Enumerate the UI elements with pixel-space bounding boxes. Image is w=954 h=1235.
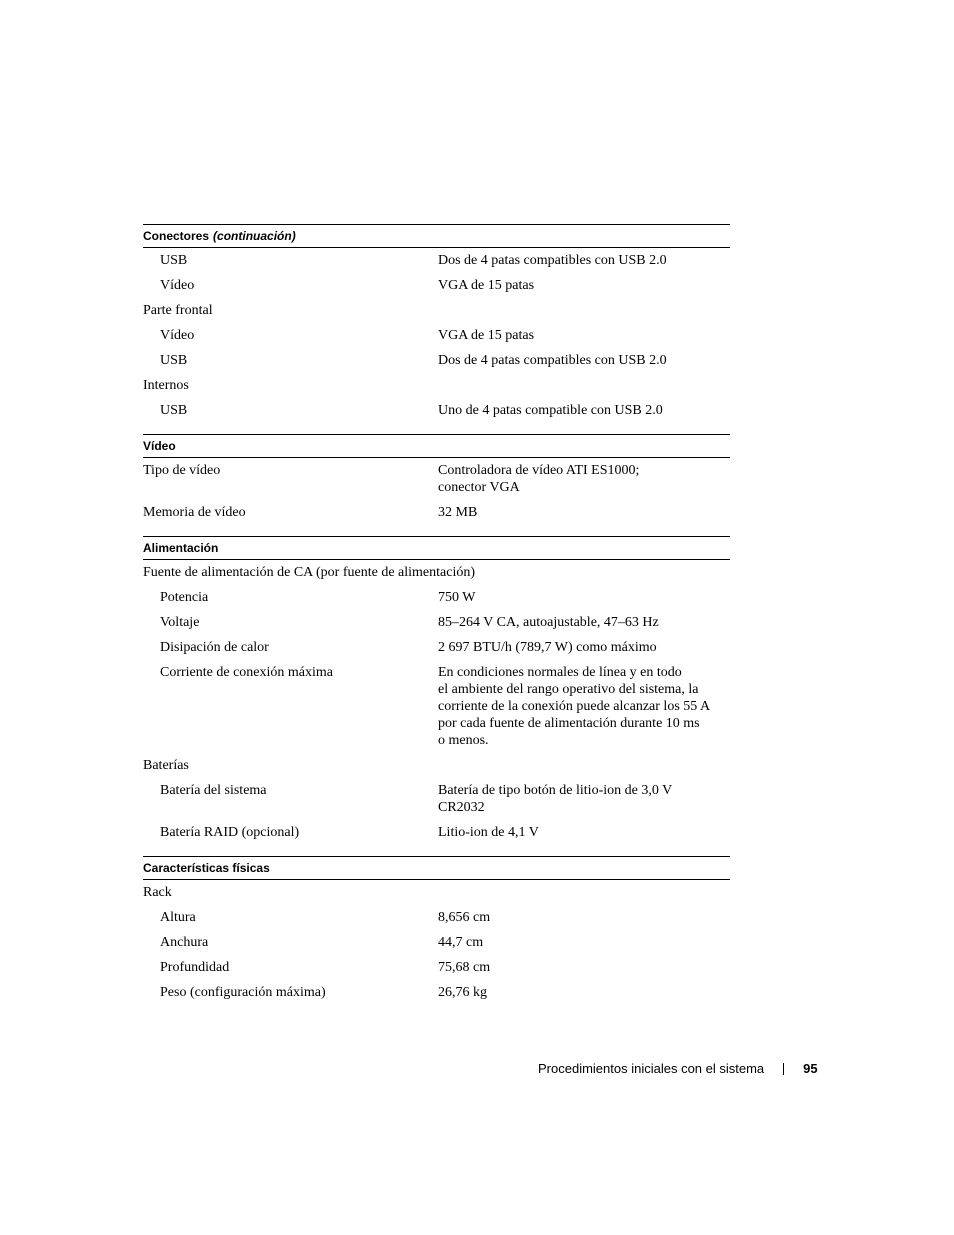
spec-value-line: conector VGA — [438, 480, 520, 495]
spec-value-line: corriente de la conexión puede alcanzar los 55 A — [438, 699, 711, 714]
section-title: Vídeo — [143, 439, 176, 453]
spec-value — [438, 934, 730, 951]
spec-value — [438, 327, 730, 344]
spec-value-line: Litio-ion de 4,1 V — [438, 825, 539, 840]
spec-label: Batería RAID (opcional) — [160, 825, 300, 840]
spec-row — [143, 610, 730, 635]
spec-row — [143, 930, 730, 955]
spec-label: Profundidad — [160, 960, 230, 975]
spec-value-line: 85–264 V CA, autoajustable, 47–63 Hz — [438, 615, 659, 630]
spec-value — [438, 824, 730, 841]
spec-value — [438, 302, 730, 319]
section-heading — [143, 434, 730, 458]
spec-row — [143, 820, 730, 845]
spec-row — [143, 905, 730, 930]
section-title: Características físicas — [143, 861, 270, 875]
spec-row — [143, 980, 730, 1005]
page-number: 95 — [803, 1061, 818, 1076]
spec-group-label-row — [143, 560, 730, 585]
spec-row — [143, 585, 730, 610]
spec-value-line: 750 W — [438, 590, 476, 605]
spec-row — [143, 955, 730, 980]
spec-group-label-row — [143, 458, 730, 500]
spec-row — [143, 635, 730, 660]
spec-value — [438, 402, 730, 419]
spec-label: Peso (configuración máxima) — [160, 985, 326, 1000]
spec-value — [438, 462, 730, 496]
spec-value — [438, 589, 730, 606]
spec-value — [438, 377, 730, 394]
spec-label: Parte frontal — [143, 303, 213, 318]
spec-value — [438, 884, 730, 901]
spec-label: Rack — [143, 885, 172, 900]
spec-label: USB — [160, 403, 188, 418]
section-spacer — [143, 423, 730, 434]
spec-label: Disipación de calor — [160, 640, 269, 655]
spec-value-line: 44,7 cm — [438, 935, 484, 950]
spec-value — [438, 757, 730, 774]
page-footer — [538, 1061, 818, 1076]
spec-label: Memoria de vídeo — [143, 505, 246, 520]
spec-row — [143, 323, 730, 348]
spec-value-line: En condiciones normales de línea y en todo — [438, 665, 682, 680]
spec-value-line: VGA de 15 patas — [438, 328, 535, 343]
spec-label: Altura — [160, 910, 196, 925]
spec-label: USB — [160, 353, 188, 368]
footer-title: Procedimientos iniciales con el sistema — [538, 1061, 765, 1076]
spec-value — [438, 959, 730, 976]
spec-value-line: por cada fuente de alimentación durante 10 ms — [438, 716, 700, 731]
section-heading — [143, 224, 730, 248]
spec-row — [143, 778, 730, 820]
spec-value-line: VGA de 15 patas — [438, 278, 535, 293]
spec-value — [438, 252, 730, 269]
footer-separator — [783, 1063, 784, 1075]
spec-group-label-row — [143, 298, 730, 323]
spec-value-line: el ambiente del rango operativo del sistema, la — [438, 682, 699, 697]
spec-value-line: o menos. — [438, 733, 489, 748]
spec-group-label-row — [143, 880, 730, 905]
spec-value-line: Dos de 4 patas compatibles con USB 2.0 — [438, 353, 667, 368]
spec-group-label-row — [143, 753, 730, 778]
spec-value — [438, 664, 730, 749]
section-heading — [143, 856, 730, 880]
section-spacer — [143, 525, 730, 536]
spec-table — [143, 224, 730, 1005]
spec-value-line: 26,76 kg — [438, 985, 487, 1000]
spec-label: Baterías — [143, 758, 189, 773]
spec-label: Batería del sistema — [160, 783, 267, 798]
spec-label: Vídeo — [160, 328, 195, 343]
spec-row — [143, 660, 730, 753]
spec-label: USB — [160, 253, 188, 268]
section-spacer — [143, 845, 730, 856]
spec-value-line: Batería de tipo botón de litio-ion de 3,0 V — [438, 783, 673, 798]
section-title-suffix: (continuación) — [213, 229, 296, 243]
spec-label: Anchura — [160, 935, 209, 950]
spec-row — [143, 398, 730, 423]
section-title: Alimentación — [143, 541, 219, 555]
spec-value — [438, 782, 730, 816]
spec-value — [438, 504, 730, 521]
spec-label: Vídeo — [160, 278, 195, 293]
spec-value — [438, 352, 730, 369]
spec-label: Potencia — [160, 590, 209, 605]
spec-label: Voltaje — [160, 615, 200, 630]
spec-row — [143, 348, 730, 373]
spec-value-line: CR2032 — [438, 800, 485, 815]
spec-value — [438, 277, 730, 294]
spec-row — [143, 248, 730, 273]
spec-value — [438, 909, 730, 926]
spec-value-line: Controladora de vídeo ATI ES1000; — [438, 463, 640, 478]
spec-label: Fuente de alimentación de CA (por fuente de alimentación) — [143, 565, 475, 580]
spec-label: Tipo de vídeo — [143, 463, 221, 478]
spec-value-line: 75,68 cm — [438, 960, 491, 975]
spec-value-line: Dos de 4 patas compatibles con USB 2.0 — [438, 253, 667, 268]
spec-value-line: 8,656 cm — [438, 910, 491, 925]
spec-row — [143, 273, 730, 298]
spec-value-line: 2 697 BTU/h (789,7 W) como máximo — [438, 640, 657, 655]
spec-label: Corriente de conexión máxima — [160, 665, 333, 680]
spec-value — [438, 639, 730, 656]
spec-value-line: 32 MB — [438, 505, 478, 520]
section-title: Conectores — [143, 229, 210, 243]
spec-label: Internos — [143, 378, 189, 393]
spec-value — [438, 984, 730, 1001]
spec-value-line: Uno de 4 patas compatible con USB 2.0 — [438, 403, 663, 418]
spec-group-label-row — [143, 500, 730, 525]
spec-group-label-row — [143, 373, 730, 398]
section-heading — [143, 536, 730, 560]
spec-value — [438, 614, 730, 631]
